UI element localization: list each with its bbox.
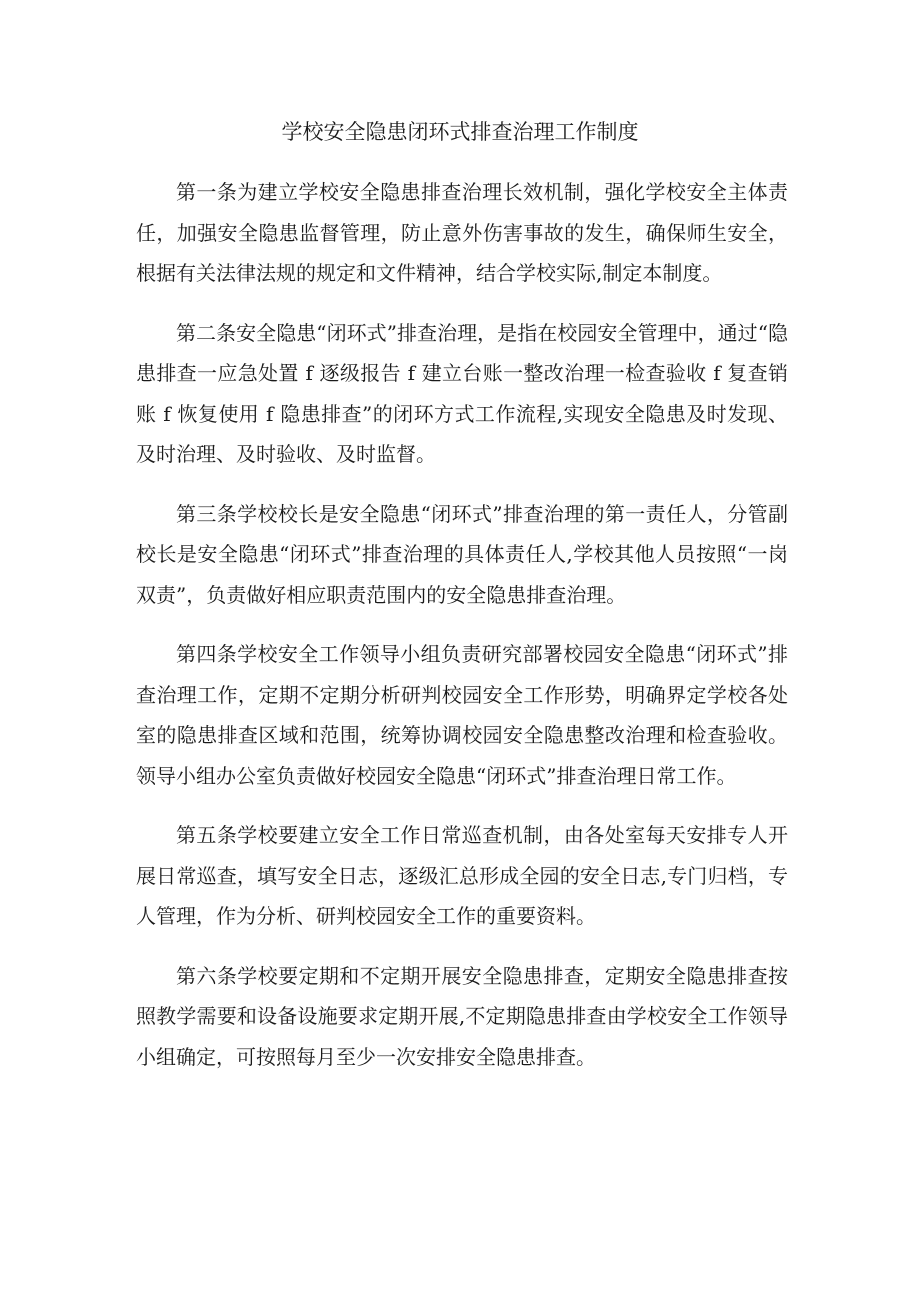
document-title: 学校安全隐患闭环式排查治理工作制度 [281, 120, 639, 144]
article-3: 第三条学校校长是安全隐患“闭环式”排查治理的第一责任人，分管副校长是安全隐患“闭环式”排查治理的具体责任人,学校其他人员按照“一岗双责”，负责做好相应职责范围内的安全隐患排查治理。 [136, 501, 788, 607]
article-4: 第四条学校安全工作领导小组负责研究部署校园安全隐患“闭环式”排查治理工作，定期不定期分析研判校园安全工作形势，明确界定学校各处室的隐患排查区域和范围，统筹协调校园安全隐患整改治理和检查验收。领导小组办公室负责做好校园安全隐患“闭环式”排查治理日常工作。 [136, 642, 788, 788]
article-6: 第六条学校要定期和不定期开展安全隐患排查，定期安全隐患排查按照教学需要和设备设施要求定期开展,不定期隐患排查由学校安全工作领导小组确定，可按照每月至少一次安排安全隐患排查。 [136, 963, 788, 1069]
article-5: 第五条学校要建立安全工作日常巡查机制，由各处室每天安排专人开展日常巡查，填写安全日志，逐级汇总形成全园的安全日志,专门归档，专人管理，作为分析、研判校园安全工作的重要资料。 [136, 823, 788, 928]
document-body [136, 172, 788, 1096]
article-2: 第二条安全隐患“闭环式”排查治理，是指在校园安全管理中，通过“隐患排查一应急处置 f 逐级报告 f 建立台账一整改治理一检查验收 f 复查销账 f 恢复使用 f 隐患排查”的闭环方式工作流程,实现安全隐患及时发现、及时治理、及时验收、及时监督。 [136, 320, 788, 466]
article-1: 第一条为建立学校安全隐患排查治理长效机制，强化学校安全主体责任，加强安全隐患监督管理，防止意外伤害事故的发生，确保师生安全，根据有关法律法规的规定和文件精神，结合学校实际,制定本制度。 [136, 180, 788, 285]
